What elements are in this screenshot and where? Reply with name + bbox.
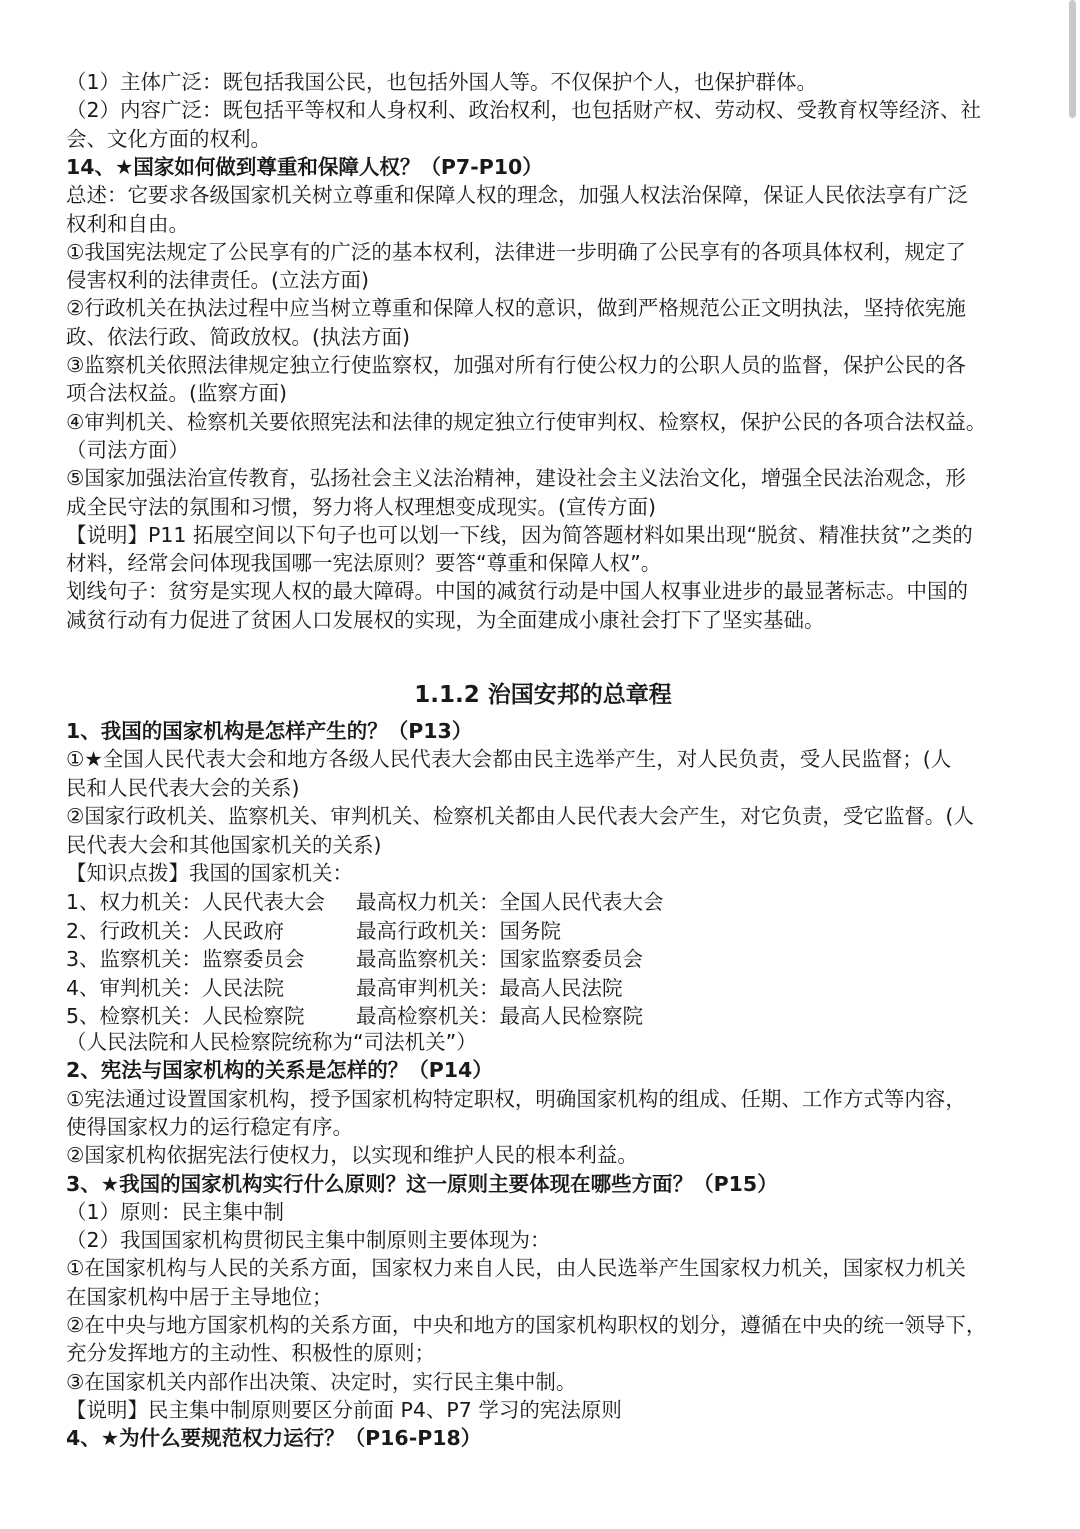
- organ-type: 5、检察机关：人民检察院: [66, 1004, 305, 1028]
- question-heading: 14、★国家如何做到尊重和保障人权？（P7-P10）: [66, 154, 543, 179]
- text-line: 成全民守法的氛围和习惯，努力将人权理想变成现实。(宣传方面): [66, 494, 656, 519]
- text-line: ②在中央与地方国家机构的关系方面，中央和地方的国家机构职权的划分，遵循在中央的统一领导下，: [66, 1313, 987, 1337]
- text-line: 使得国家权力的运行稳定有序。: [66, 1114, 353, 1139]
- question-heading: 2、宪法与国家机构的关系是怎样的？（P14）: [66, 1058, 493, 1083]
- organ-type: 3、监察机关：监察委员会: [66, 947, 305, 971]
- text-line: 材料，经常会问体现我国哪一宪法原则？要答“尊重和保障人权”。: [66, 551, 662, 576]
- text-line: 减贫行动有力促进了贫困人口发展权的实现，为全面建成小康社会打下了坚实基础。: [66, 607, 825, 632]
- highest-organ: 最高审判机关：最高人民法院: [356, 975, 623, 1000]
- text-line: ②行政机关在执法过程中应当树立尊重和保障人权的意识，做到严格规范公正文明执法，坚持依宪施: [66, 296, 966, 321]
- question-heading: 4、★为什么要规范权力运行？（P16-P18）: [66, 1426, 482, 1451]
- text-line: 划线句子：贫穷是实现人权的最大障碍。中国的减贫行动是中国人权事业进步的最显著标志。中国的: [66, 579, 968, 604]
- text-line: 项合法权益。(监察方面): [66, 381, 287, 406]
- text-line: 权利和自由。: [66, 211, 189, 236]
- organ-type: 2、行政机关：人民政府: [66, 918, 285, 943]
- text-line: ②国家机构依据宪法行使权力，以实现和维护人民的根本利益。: [66, 1143, 638, 1168]
- text-line: （2）内容广泛：既包括平等权和人身权利、政治权利，也包括财产权、劳动权、受教育权等经济、社: [66, 98, 982, 123]
- text-line: 侵害权利的法律责任。(立法方面): [66, 268, 369, 293]
- organ-type: 4、审判机关：人民法院: [66, 975, 285, 1000]
- text-line: 民代表大会和其他国家机关的关系): [66, 832, 382, 857]
- highest-organ: 最高监察机关：国家监察委员会: [356, 947, 643, 971]
- text-line: 在国家机构中居于主导地位；: [66, 1284, 333, 1309]
- section-heading: 1.1.2 治国安邦的总章程: [414, 682, 672, 708]
- text-line: 民和人民代表大会的关系): [66, 775, 300, 800]
- text-line: 【知识点拨】我国的国家机关：: [66, 861, 353, 885]
- text-line: ①我国宪法规定了公民享有的广泛的基本权利，法律进一步明确了公民享有的各项具体权利，规定了: [66, 239, 966, 264]
- text-line: 会、文化方面的权利。: [66, 126, 271, 151]
- question-heading: 3、★我国的国家机构实行什么原则？这一原则主要体现在哪些方面？（P15）: [66, 1171, 778, 1196]
- text-line: （1）主体广泛：既包括我国公民，也包括外国人等。不仅保护个人，也保护群体。: [66, 70, 818, 94]
- text-line: ①★全国人民代表大会和地方各级人民代表大会都由民主选举产生，对人民负责，受人民监督；(人: [66, 747, 952, 772]
- highest-organ: 最高权力机关：全国人民代表大会: [356, 890, 664, 914]
- question-heading: 1、我国的国家机构是怎样产生的？（P13）: [66, 719, 473, 743]
- text-line: 充分发挥地方的主动性、积极性的原则；: [66, 1341, 435, 1366]
- scrollbar[interactable]: [1069, 0, 1076, 118]
- text-line: 【说明】P11 拓展空间以下句子也可以划一下线，因为简答题材料如果出现“脱贫、精准扶贫”之类的: [66, 522, 973, 547]
- text-line: （司法方面）: [66, 437, 189, 462]
- highest-organ: 最高检察机关：最高人民检察院: [356, 1004, 643, 1028]
- text-line: （人民法院和人民检察院统称为“司法机关”）: [66, 1030, 477, 1054]
- text-line: 【说明】民主集中制原则要区分前面 P4、P7 学习的宪法原则: [66, 1397, 622, 1422]
- text-line: ④审判机关、检察机关要依照宪法和法律的规定独立行使审判权、检察权，保护公民的各项合法权益。: [66, 409, 987, 434]
- text-line: ①在国家机构与人民的关系方面，国家权力来自人民，由人民选举产生国家权力机关，国家权力机关: [66, 1256, 966, 1281]
- text-line: ①宪法通过设置国家机构，授予国家机构特定职权，明确国家机构的组成、任期、工作方式等内容，: [66, 1086, 966, 1111]
- text-line: ⑤国家加强法治宣传教育，弘扬社会主义法治精神，建设社会主义法治文化，增强全民法治观念，形: [66, 466, 966, 491]
- text-line: 总述：它要求各级国家机关树立尊重和保障人权的理念，加强人权法治保障，保证人民依法享有广泛: [66, 183, 968, 208]
- organ-type: 1、权力机关：人民代表大会: [66, 890, 326, 914]
- text-line: （2）我国国家机构贯彻民主集中制原则主要体现为：: [66, 1228, 551, 1253]
- text-line: ②国家行政机关、监察机关、审判机关、检察机关都由人民代表大会产生，对它负责，受它监督。(人: [66, 804, 974, 829]
- text-line: ③监察机关依照法律规定独立行使监察权，加强对所有行使公权力的公职人员的监督，保护公民的各: [66, 353, 966, 377]
- highest-organ: 最高行政机关：国务院: [356, 918, 561, 943]
- text-line: ③在国家机关内部作出决策、决定时，实行民主集中制。: [66, 1369, 577, 1394]
- text-line: （1）原则：民主集中制: [66, 1199, 285, 1224]
- text-line: 政、依法行政、简政放权。(执法方面): [66, 324, 410, 349]
